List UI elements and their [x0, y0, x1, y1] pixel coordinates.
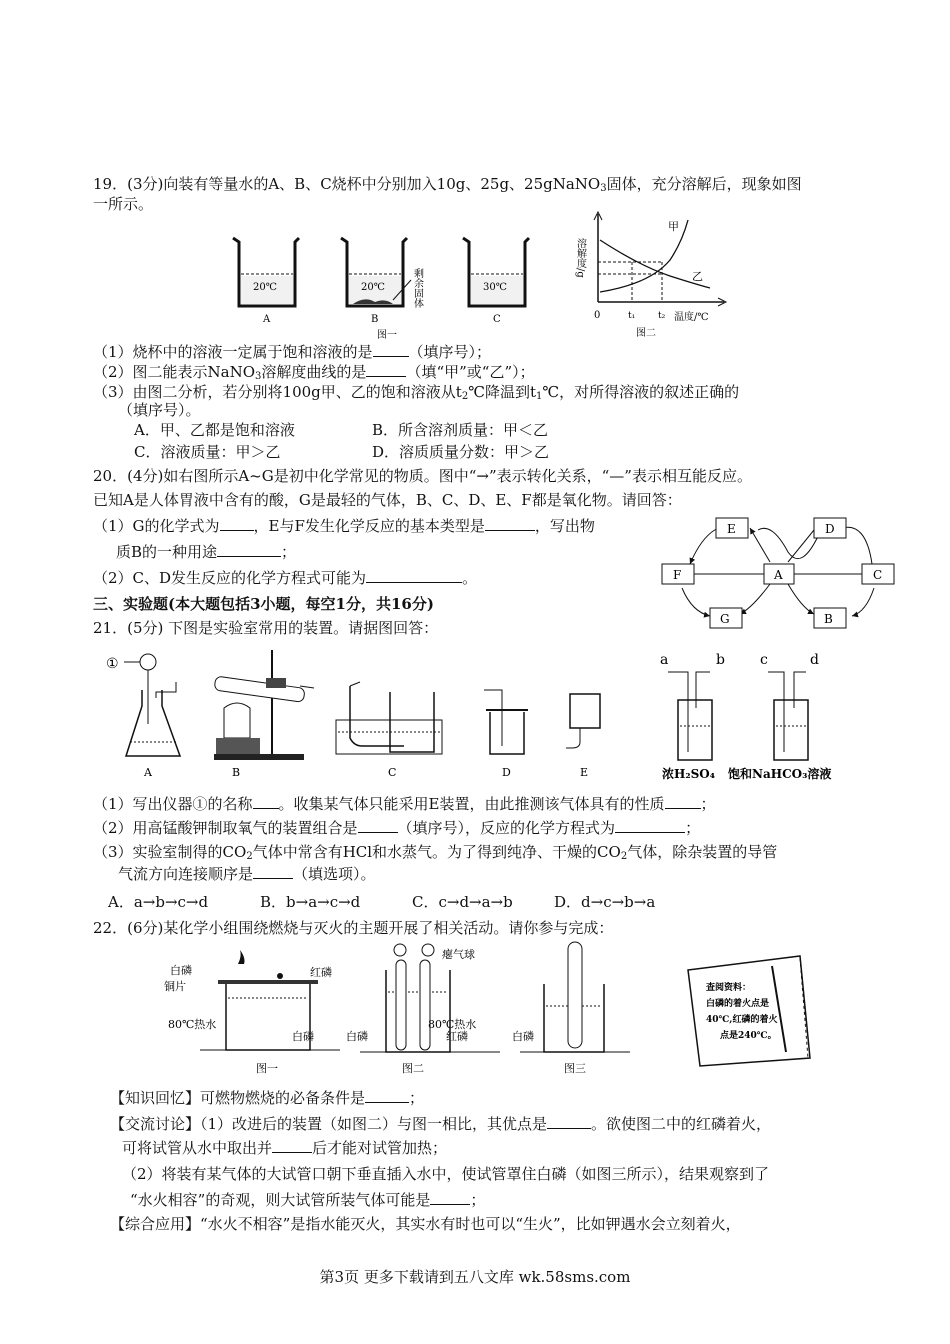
q21-option-a: A．a→b→c→d [108, 893, 209, 911]
node-g-label: G [720, 612, 730, 626]
fig2-white-p: 白磷 [346, 1030, 368, 1043]
node-e-label: E [727, 522, 736, 536]
fig3-caption: 图三 [564, 1062, 586, 1075]
q19-stem-line2: 一所示。 [93, 195, 154, 213]
q19-blank-1[interactable] [373, 342, 409, 357]
q19-option-a: A．甲、乙都是饱和溶液 [134, 421, 295, 439]
q22-knowledge: 【知识回忆】可燃物燃烧的必备条件是 ； [110, 1089, 425, 1107]
node-c-label: C [873, 568, 883, 582]
fig2-balloon: 瘪气球 [442, 948, 475, 961]
q20-relation-diagram [652, 512, 902, 636]
q21-blank-2[interactable] [665, 794, 701, 809]
bottle1-label: 浓H₂SO₄ [662, 767, 715, 781]
q20-blank-3[interactable] [217, 542, 281, 557]
q20-blank-4[interactable] [366, 568, 462, 583]
end-c: c [760, 652, 768, 668]
end-d: d [810, 652, 819, 668]
q21-option-d: D．d→c→b→a [554, 893, 656, 911]
fig1-white-p-bottom: 白磷 [292, 1030, 314, 1043]
fig3-white-p: 白磷 [512, 1030, 534, 1043]
apparatus-c-label: C [388, 766, 397, 779]
node-b-label: B [824, 612, 833, 626]
q19-part3-line2: （填序号）。 [118, 401, 201, 419]
fig2-hot-water: 80℃热水 [428, 1018, 477, 1031]
fig2-t1: t₁ [628, 311, 636, 321]
bottle2-label: 饱和NaHCO₃溶液 [728, 767, 832, 781]
q21-part3: （3）实验室制得的$CO_2$气体中常含有HCl和水蒸气。为了得到纯净、干燥的$CO_2$气体，除杂装置的导管 [93, 843, 778, 862]
q22-blank-1[interactable] [365, 1088, 409, 1103]
q20-line3: （1）G的化学式为 ，E与F发生化学反应的基本类型是 ，写出物 [93, 517, 595, 535]
apparatus-b [214, 650, 314, 779]
beaker-a [233, 238, 299, 325]
beaker-c-temp: 30℃ [483, 282, 507, 293]
fig2-origin: 0 [594, 310, 601, 321]
q19-part3: （3）由图二分析，若分别将100g甲、乙的饱和溶液从$t_2℃$降温到$t_1℃$，对所得溶液的叙述正确的 [93, 383, 740, 402]
q21-blank-3[interactable] [358, 818, 398, 833]
curve-jia-label: 甲 [668, 220, 679, 233]
q19-figure-2-solubility [570, 208, 730, 340]
q20-line4: 质B的一种用途 ； [116, 543, 297, 561]
beaker-c [463, 238, 529, 325]
q19-part2: （2）图二能表示NaNO$_3$溶解度曲线的是 （填“甲”或“乙”）； [93, 363, 535, 382]
q21-part2: （2）用高锰酸钾制取氧气的装置组合是 （填序号），反应的化学方程式为 ； [93, 819, 701, 837]
note-line2: 40℃,红磷的着火 [706, 1015, 778, 1025]
q22-combustion-figure [160, 940, 830, 1080]
residue-label: 剩余固体 [411, 268, 423, 308]
q22-discussion-2b: “水火相容”的奇观，则大试管所装气体可能是 ； [130, 1191, 486, 1209]
q19-blank-2[interactable] [366, 362, 406, 377]
curve-yi-label: 乙 [692, 270, 703, 283]
q19-option-d: D．溶质质量分数：甲＞乙 [372, 443, 550, 461]
beaker-a-temp: 20℃ [253, 282, 277, 293]
apparatus-a-label: A [144, 766, 152, 779]
combustion-fig-3 [512, 942, 630, 1075]
q21-blank-1[interactable] [253, 794, 279, 809]
q21-part3-line2: 气流方向连接顺序是 （填选项）。 [118, 865, 376, 883]
q22-blank-2[interactable] [547, 1114, 591, 1129]
note-line3: 点是240℃。 [720, 1031, 777, 1041]
q21-apparatus-figure [104, 642, 864, 784]
wash-bottle-1 [660, 652, 725, 781]
fig1-caption: 图一 [377, 330, 397, 340]
fig2-ylabel: 溶解度/g [574, 238, 586, 278]
apparatus-a [106, 654, 180, 779]
q21-part1: （1）写出仪器①的名称 。收集某气体只能采用E装置，由此推测该气体具有的性质 ； [93, 795, 716, 813]
q19-option-b: B．所含溶剂质量：甲＜乙 [372, 421, 549, 439]
q20-blank-2[interactable] [485, 516, 535, 531]
q19-part1: （1）烧杯中的溶液一定属于饱和溶液的是 （填序号）； [93, 343, 492, 361]
q21-option-c: C．c→d→a→b [412, 893, 513, 911]
q19-stem-line1: 19．(3分)向装有等量水的A、B、C烧杯中分别加入10g、25g、25gNaNO$_3$固体，充分溶解后，现象如图 [93, 175, 802, 194]
note-title: 查阅资料： [706, 983, 752, 993]
fig1-white-p: 白磷 [170, 964, 192, 977]
fig1-red-p: 红磷 [310, 966, 332, 979]
fig2-caption: 图二 [402, 1062, 424, 1075]
beaker-a-label: A [263, 314, 271, 325]
section-3-heading: 三、实验题(本大题包括3小题，每空1分，共16分) [93, 595, 434, 613]
node-a-label: A [774, 568, 783, 582]
q20-line2: 已知A是人体胃液中含有的酸，G是最轻的气体，B、C、D、E、F都是氧化物。请回答： [93, 491, 682, 509]
q19-option-c: C．溶液质量：甲＞乙 [134, 443, 281, 461]
q21-option-b: B．b→a→c→d [260, 893, 361, 911]
q22-application: 【综合应用】“水火不相容”是指水能灭火，其实水有时也可以“生火”，比如钾遇水会立刻着火， [110, 1215, 741, 1233]
q20-line5: （2）C、D发生反应的化学方程式可能为 。 [93, 569, 478, 587]
fig2-xlabel: 温度/℃ [674, 312, 709, 323]
q21-blank-5[interactable] [253, 864, 293, 879]
q21-blank-4[interactable] [615, 818, 685, 833]
q19-figure-1-beakers [225, 228, 545, 340]
q20-blank-1[interactable] [220, 516, 254, 531]
q20-line1: 20．(4分)如右图所示A~G是初中化学常见的物质。图中“→”表示转化关系，“—”表示相互能反应。 [93, 467, 752, 485]
q21-line1: 21．(5分) 下图是实验室常用的装置。请据图回答： [93, 619, 439, 637]
q22-blank-3[interactable] [272, 1138, 312, 1153]
apparatus-c [336, 682, 442, 779]
apparatus-e [566, 694, 600, 779]
note-line1: 白磷的着火点是 [706, 999, 770, 1009]
fig2-caption: 图二 [636, 328, 656, 339]
apparatus-d [484, 690, 528, 779]
apparatus-d-label: D [502, 766, 511, 779]
fig2-red-p: 红磷 [446, 1030, 468, 1043]
node-f-label: F [673, 568, 682, 582]
fig1-copper: 铜片 [164, 980, 186, 993]
q22-discussion-2: （2）将装有某气体的大试管口朝下垂直插入水中，使试管罩住白磷（如图三所示），结果观察到了 [122, 1165, 770, 1183]
reference-note-card [688, 956, 810, 1066]
beaker-c-label: C [493, 314, 501, 325]
beaker-b-temp: 20℃ [361, 282, 385, 293]
q22-discussion-1: 【交流讨论】（1）改进后的装置（如图二）与图一相比，其优点是 。欲使图二中的红磷着火， [110, 1115, 772, 1133]
wash-bottle-2 [728, 652, 831, 781]
apparatus-b-label: B [232, 766, 241, 779]
end-b: b [716, 652, 725, 668]
beaker-b-label: B [371, 314, 379, 325]
fig2-t2: t₂ [658, 311, 666, 321]
fig1-caption: 图一 [256, 1062, 278, 1075]
combustion-fig-2 [346, 944, 500, 1075]
node-d-label: D [825, 522, 835, 536]
end-a: a [660, 652, 669, 668]
apparatus-e-label: E [580, 766, 589, 779]
combustion-fig-1 [164, 950, 340, 1075]
beaker-b [341, 238, 424, 325]
q22-line1: 22．(6分)某化学小组围绕燃烧与灭火的主题开展了相关活动。请你参与完成： [93, 919, 614, 937]
q22-discussion-1b: 可将试管从水中取出并 后才能对试管加热； [122, 1139, 448, 1157]
marker-circled-1: ① [106, 656, 119, 672]
fig1-hot-water: 80℃热水 [168, 1018, 217, 1031]
q22-blank-4[interactable] [430, 1190, 470, 1205]
page-footer: 第3页 更多下载请到五八文库 wk.58sms.com [319, 1268, 631, 1286]
